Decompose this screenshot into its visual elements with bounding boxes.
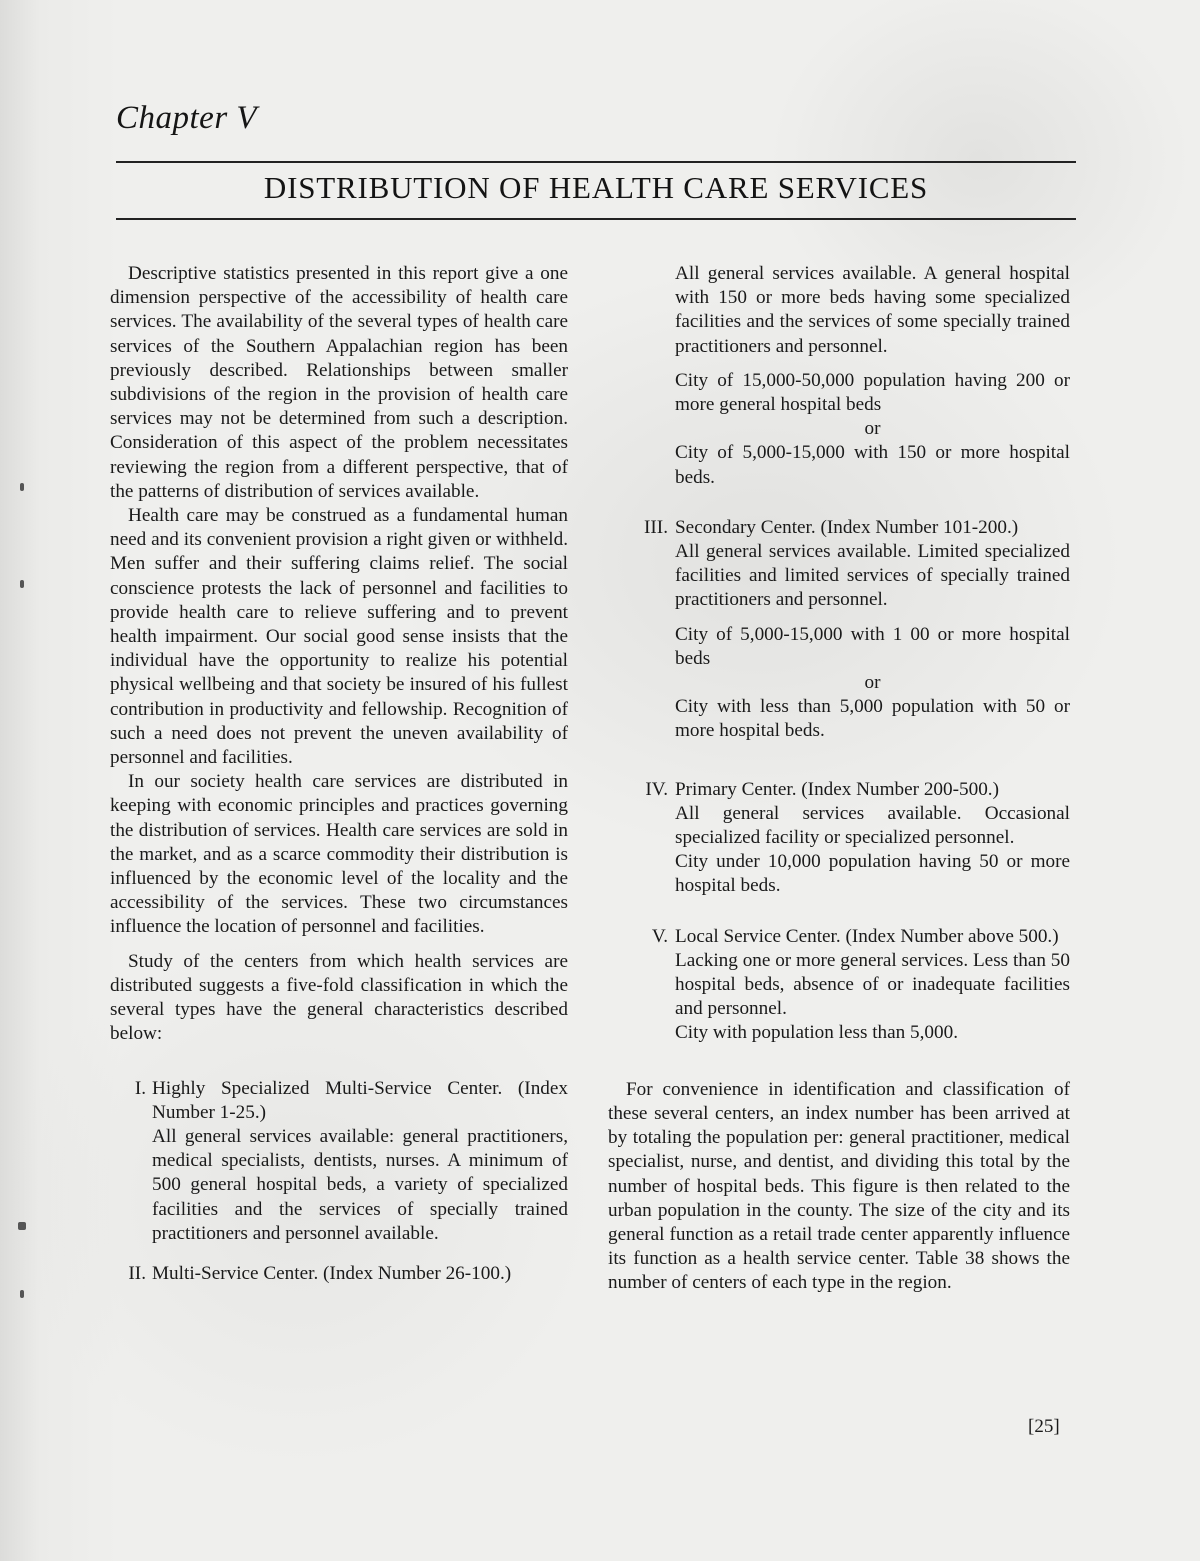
item-city-criterion: City with less than 5,000 population with 50 or more hospital beds. xyxy=(675,696,1070,742)
paragraph: Study of the centers from which health services are distributed suggests a five-fold classification in which the several types have the general characteristics described below: xyxy=(110,950,568,1045)
chapter-label: Chapter V xyxy=(116,100,258,136)
page-title: DISTRIBUTION OF HEALTH CARE SERVICES xyxy=(263,170,929,205)
paragraph: Descriptive statistics presented in this report give a one dimension perspective of the accessibility of health care services. The availability of the several types of health care services of the Southern Appalachian region has been previously described. Relationships between smaller subdivisions of the region in the provision of health care services may not be determined from such a description. Consideration of this aspect of the problem necessitates reviewing the region from a different perspective, that of the patterns of distribution of services available. xyxy=(110,263,568,502)
item-numeral: II. xyxy=(128,1262,146,1284)
item-numeral: IV. xyxy=(645,778,668,800)
paragraph: Health care may be construed as a fundamental human need and its convenient provision a right given or withheld. Men suffer and their suffering claims relief. The social conscience protests the lack of personnel and facilities to provide health care to relieve suffering and to prevent health impairment. Our social good sense insists that the individual have the opportunity to realize his potential physical wellbeing and that society be insured of his fullest contribution in productivity and fellowship. Recognition of such a need does not prevent the uneven availability of personnel and facilities. xyxy=(110,505,568,769)
right-column xyxy=(608,262,1070,1296)
item-city-criterion: City of 15,000-50,000 population having 200 or more general hospital beds xyxy=(675,369,1070,416)
classification-item-4 xyxy=(608,778,1070,899)
page-number: [25] xyxy=(1028,1416,1060,1437)
classification-item-3 xyxy=(608,516,1070,744)
item-numeral: III. xyxy=(644,516,668,538)
item-heading: Secondary Center. (Index Number 101-200.) xyxy=(675,516,1019,538)
item-city-criterion: City of 5,000-15,000 with 150 or more hospital beds. xyxy=(675,442,1070,488)
margin-speck xyxy=(20,483,24,491)
item-description: All general services available: general practitioners, medical specialists, dentists, nurses. A minimum of 500 general hospital beds, a variety of specialized facilities and the services of specially trained practitioners and personnel available. xyxy=(152,1125,568,1244)
item-numeral: V. xyxy=(651,925,668,947)
item-description: All general services available. Limited specialized facilities and limited services of specially trained practitioners and personnel. xyxy=(675,541,1070,611)
margin-speck xyxy=(18,1222,26,1230)
margin-speck xyxy=(20,580,24,588)
title-rule-bottom xyxy=(116,218,1076,220)
item-numeral: I. xyxy=(134,1077,146,1099)
item-city-criterion: City of 5,000-15,000 with 1 00 or more hospital beds xyxy=(675,623,1070,669)
classification-item-1 xyxy=(112,1077,568,1246)
item-city-criterion: City with population less than 5,000. xyxy=(675,1022,959,1044)
left-column xyxy=(110,262,568,1286)
classification-item-5 xyxy=(608,925,1070,1046)
paragraph: In our society health care services are distributed in keeping with economic principles and practices governing the distribution of services. Health care services are sold in the market, and as a scarce commodity their distribution is influenced by the economic level of the locality and the accessibility of the services. These two circumstances influence the location of personnel and facilities. xyxy=(110,771,568,938)
title-rule-top xyxy=(116,161,1076,163)
item-description: All general services available. Occasional specialized facility or specialized personnel. xyxy=(675,802,1070,849)
item-city-criterion: City under 10,000 population having 50 or more hospital beds. xyxy=(675,851,1070,897)
item-description: Lacking one or more general services. Less than 50 hospital beds, absence of or inadequate facilities and personnel. xyxy=(675,949,1070,1020)
item-heading: Local Service Center. (Index Number above 500.) xyxy=(675,925,1059,947)
item-description: All general services available. A general hospital with 150 or more beds having some specialized facilities and the services of some specially trained practitioners and personnel. xyxy=(675,263,1070,357)
item-heading: Primary Center. (Index Number 200-500.) xyxy=(675,778,999,800)
item-heading: Highly Specialized Multi-Service Center. (Index Number 1-25.) xyxy=(152,1077,568,1123)
margin-speck xyxy=(20,1290,24,1298)
item-heading: Multi-Service Center. (Index Number 26-100.) xyxy=(152,1262,512,1284)
or-separator: or xyxy=(864,418,881,440)
paragraph: For convenience in identification and classification of these several centers, an index number has been arrived at by totaling the population per: general practitioner, medical specialist, nurse, and dentist, and dividing this total by the number of hospital beds. This figure is then related to the urban population in the county. The size of the city and its general function as a retail trade center apparently influence its function as a health service center. Table 38 shows the number of centers of each type in the region. xyxy=(608,1078,1070,1294)
classification-item-2 xyxy=(112,1262,568,1286)
or-separator: or xyxy=(864,672,881,694)
classification-item-2-continued xyxy=(608,262,1070,490)
